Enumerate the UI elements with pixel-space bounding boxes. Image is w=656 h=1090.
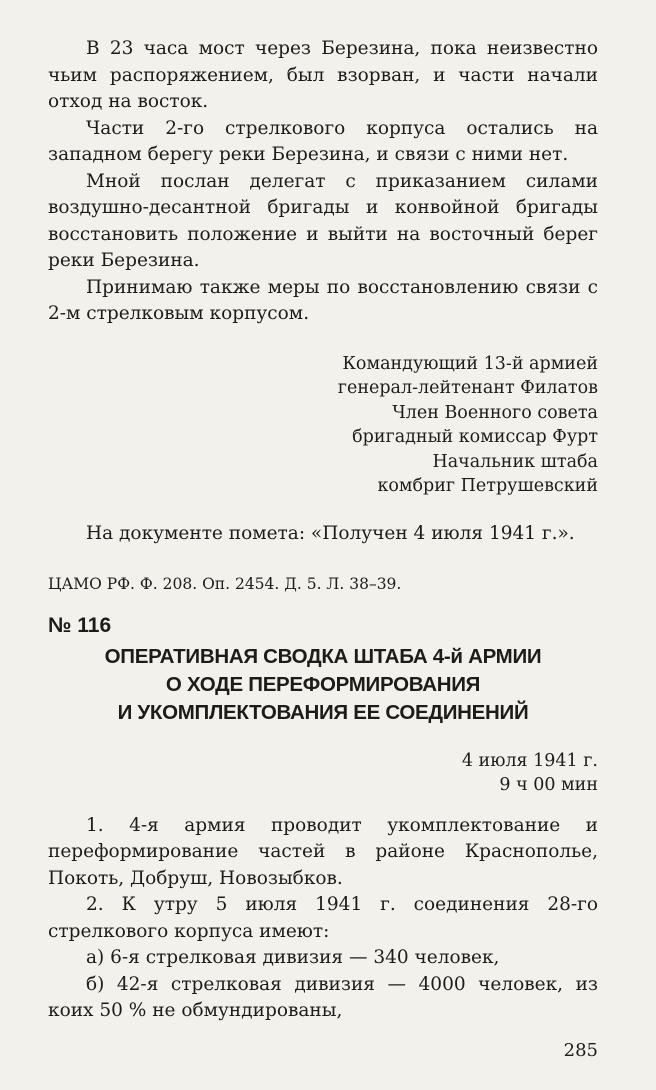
document-title-line: О ХОДЕ ПЕРЕФОРМИРОВАНИЯ (165, 672, 481, 696)
list-item: б) 42-я стрелковая дивизия — 4000 человек, из коих 50 % не обмундированы, (48, 973, 598, 1021)
signature-line: Начальник штаба (432, 451, 598, 472)
signature-line: Член Военного совета (392, 402, 598, 423)
paragraph-bridge-explosion: В 23 часа мост через Березина, пока неизвестно чьим распоряжением, был взорван, и части начали отход на восток. (48, 38, 598, 112)
paragraph-item-2: 2. К утру 5 июля 1941 г. соединения 28-го стрелкового корпуса имеют: (48, 894, 598, 942)
signature-line: генерал-лейтенант Филатов (337, 378, 598, 398)
document-number: № 116 (48, 613, 112, 637)
signature-line: бригадный комиссар Фурт (352, 427, 598, 447)
document-time: 9 ч 00 мин (499, 774, 598, 795)
document-title (48, 643, 598, 727)
signature-block (48, 352, 598, 499)
page-content (48, 36, 598, 1025)
archive-reference: ЦАМО РФ. Ф. 208. Оп. 2454. Д. 5. Л. 38–39. (48, 574, 402, 593)
page-number: 285 (563, 1040, 598, 1061)
signature-line: Командующий 13-й армией (342, 353, 598, 374)
signature-line: комбриг Петрушевский (377, 476, 598, 496)
paragraph-item-1: 1. 4-я армия проводит укомплектование и переформирование частей в районе Краснополье, Покоть, Добруш, Новозыбков. (48, 814, 598, 889)
paragraph-restore-communication: Принимаю также меры по восстановлению связи с 2-м стрелковым корпусом. (48, 276, 598, 324)
paragraph-delegate: Мной послан делегат с приказанием силами воздушно-десантной бригады и конвойной бригады восстановить положение и выйти на восточный берег реки Березина. (48, 170, 598, 271)
document-note: На документе помета: «Получен 4 июля 1941 г.». (86, 522, 575, 544)
list-item: а) 6-я стрелковая дивизия — 340 человек, (86, 947, 500, 968)
document-title-line: ОПЕРАТИВНАЯ СВОДКА ШТАБА 4-й АРМИИ (104, 644, 542, 668)
paragraph-2nd-corps: Части 2-го стрелкового корпуса остались на западном берегу реки Березина, и связи с ними нет. (48, 117, 598, 165)
report-body (48, 813, 598, 1025)
document-date: 4 июля 1941 г. (461, 750, 598, 771)
document-title-line: И УКОМПЛЕКТОВАНИЯ ЕЕ СОЕДИНЕНИЙ (117, 700, 529, 724)
date-time-block (48, 749, 598, 797)
